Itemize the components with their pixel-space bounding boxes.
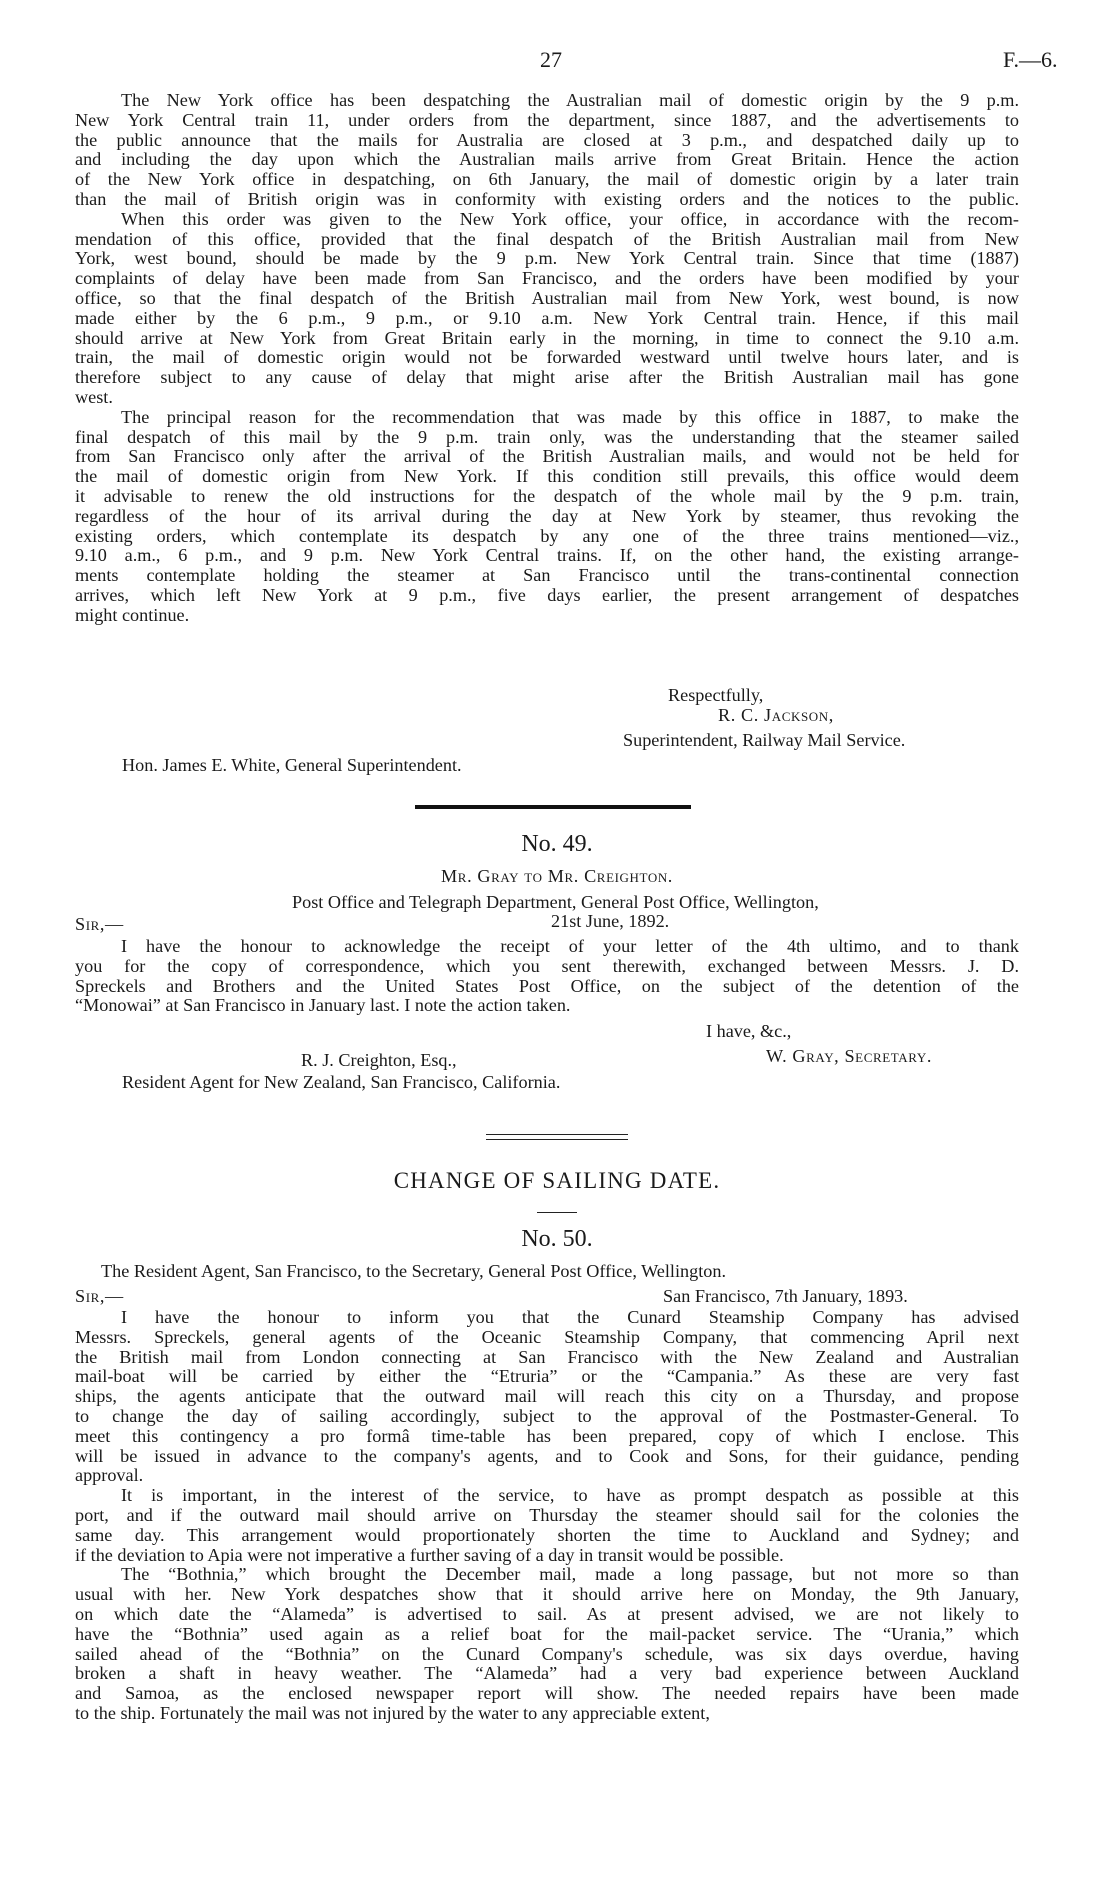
text-line: the public announce that the mails for Australia are closed at 3 p.m., and despatched daily up to [75,129,1019,150]
text-line: will be issued in advance to the company's agents, and to Cook and Sons, for their guidance, pending [75,1445,1019,1466]
letter-date: San Francisco, 7th January, 1893. [663,1286,908,1306]
section-divider [415,805,691,809]
signer-name: W. Gray, Secretary. [766,1046,932,1066]
text-line: Messrs. Spreckels, general agents of the Oceanic Steamship Company, that commencing April next [75,1326,1019,1347]
text-line: therefore subject to any cause of delay that might arise after the British Australian mail has gone [75,367,1019,388]
text-line: usual with her. New York despatches show that it should arrive here on Monday, the 9th January, [75,1584,1019,1605]
section-title: CHANGE OF SAILING DATE. [393,1168,721,1193]
text-line: “Monowai” at San Francisco in January last. I note the action taken. [75,995,571,1016]
addressee: Hon. James E. White, General Superintendent. [122,755,462,775]
text-line: regardless of the hour of its arrival during the day at New York by steamer, thus revoking the [75,505,1019,526]
salutation: Sir,— [75,914,124,934]
text-line: on which date the “Alameda” is advertised to sail. As at present advised, we are not likely to [75,1603,1019,1624]
text-line: 9.10 a.m., 6 p.m., and 9 p.m. New York Central trains. If, on the other hand, the existing arrange- [75,545,1019,566]
paragraph [75,1308,1019,1486]
closing-respectfully: Respectfully, [668,685,764,705]
text-line: should arrive at New York from Great Britain early in the morning, in time to connect the 9.10 a.m. [75,327,1019,348]
text-line: to the ship. Fortunately the mail was not injured by the water to any appreciable extent, [75,1702,710,1723]
text-line: I have the honour to acknowledge the receipt of your letter of the 4th ultimo, and to thank [121,936,1019,956]
double-rule-bottom [486,1139,628,1140]
text-line: it advisable to renew the old instructions for the despatch of the whole mail by the 9 p.m. train, [75,485,1019,506]
text-line: New York Central train 11, under orders from the department, since 1887, and the advertisements to [75,109,1019,130]
paragraph [75,210,1019,408]
text-line: to change the day of sailing accordingly, subject to the approval of the Postmaster-General. To [75,1405,1019,1426]
text-line: meet this contingency a pro formâ time-table has been prepared, copy of which I enclose. This [75,1425,1019,1446]
text-line: of the New York office in despatching, on 6th January, the mail of domestic origin by a later train [75,169,1019,190]
text-line: and including the day upon which the Australian mails arrive from Great Britain. Hence the action [75,149,1019,170]
recipient-name: R. J. Creighton, Esq., [301,1050,457,1070]
letter-number: No. 49. [521,831,593,857]
text-line: When this order was given to the New York office, your office, in accordance with the recom- [121,208,1019,229]
recipient-title: Resident Agent for New Zealand, San Francisco, California. [122,1072,561,1092]
salutation: Sir,— [75,1286,124,1306]
signer-name: R. C. Jackson, [718,705,834,725]
page-reference: F.—6. [1003,47,1058,72]
text-line: It is important, in the interest of the service, to have as prompt despatch as possible at this [121,1485,1019,1506]
letter-from: Post Office and Telegraph Department, General Post Office, Wellington, [292,892,819,912]
page-number: 27 [540,47,562,72]
text-line: complaints of delay have been made from San Francisco, and the orders have been modified by your [75,268,1019,289]
text-line: west. [75,386,113,407]
text-line: final despatch of this mail by the 9 p.m. train only, was the understanding that the steamer sailed [75,426,1019,447]
paragraph [75,1486,1019,1565]
letter-48-body [75,91,1019,626]
signer-title: Superintendent, Railway Mail Service. [623,730,906,750]
letter-parties: The Resident Agent, San Francisco, to the Secretary, General Post Office, Wellington. [101,1261,727,1281]
letter-date: 21st June, 1892. [551,911,670,931]
text-line: Spreckels and Brothers and the United States Post Office, on the subject of the detention of the [75,975,1019,996]
text-line: port, and if the outward mail should arrive on Thursday the steamer should sail for the colonies the [75,1504,1019,1525]
text-line: broken a shaft in heavy weather. The “Alameda” had a very bad experience between Auckland [75,1663,1019,1684]
text-line: the mail of domestic origin from New York. If this condition still prevails, this office would deem [75,466,1019,487]
text-line: same day. This arrangement would proportionately shorten the time to Auckland and Sydney; and [75,1524,1019,1545]
text-line: ships, the agents anticipate that the outward mail will reach this city on a Thursday, and propose [75,1386,1019,1407]
text-line: The New York office has been despatching the Australian mail of domestic origin by the 9 p.m. [121,90,1019,110]
text-line: train, the mail of domestic origin would not be forwarded westward until twelve hours later, and is [75,347,1019,368]
closing-i-have: I have, &c., [706,1021,792,1041]
letter-49-body [75,937,1019,1016]
text-line: you for the copy of correspondence, which you sent therewith, exchanged between Messrs. J. D. [75,955,1019,976]
text-line: approval. [75,1465,144,1486]
text-line: made either by the 6 p.m., 9 p.m., or 9.10 a.m. New York Central train. Hence, if this mail [75,307,1019,328]
text-line: The principal reason for the recommendation that was made by this office in 1887, to make the [121,406,1019,427]
text-line: the British mail from London connecting at San Francisco with the New Zealand and Australian [75,1346,1019,1367]
text-line: from San Francisco only after the arrival of the British Australian mails, and would not be held for [75,446,1019,467]
text-line: York, west bound, should be made by the 9 p.m. New York Central train. Since that time (1887) [75,248,1019,269]
paragraph [75,1565,1019,1723]
text-line: existing orders, which contemplate its despatch by any one of the three trains mentioned—viz., [75,525,1019,546]
text-line: have the “Bothnia” used again as a relief boat for the mail-packet service. The “Urania,” which [75,1623,1019,1644]
text-line: than the mail of British origin was in conformity with existing orders and the notices to the public. [75,188,1019,209]
text-line: sailed ahead of the “Bothnia” on the Cunard Company's schedule, was six days overdue, having [75,1643,1019,1664]
text-line: and Samoa, as the enclosed newspaper report will show. The needed repairs have been made [75,1683,1019,1704]
paragraph [75,408,1019,626]
text-line: mail-boat will be carried by either the “Etruria” or the “Campania.” As these are very fast [75,1366,1019,1387]
letter-number: No. 50. [521,1226,593,1252]
letter-50-body [75,1308,1019,1724]
text-line: if the deviation to Apia were not imperative a further saving of a day in transit would be possible. [75,1544,784,1565]
text-line: office, so that the final despatch of the British Australian mail from New York, west bound, is now [75,287,1019,308]
text-line: arrives, which left New York at 9 p.m., five days earlier, the present arrangement of despatches [75,584,1019,605]
text-line: ments contemplate holding the steamer at San Francisco until the trans-continental connection [75,565,1019,586]
text-line: might continue. [75,604,190,625]
letter-parties: Mr. Gray to Mr. Creighton. [441,866,673,886]
text-line: mendation of this office, provided that the final despatch of the British Australian mail from New [75,228,1019,249]
text-line: The “Bothnia,” which brought the December mail, made a long passage, but not more so than [121,1564,1019,1585]
text-line: I have the honour to inform you that the Cunard Steamship Company has advised [121,1307,1019,1327]
short-rule [537,1212,577,1213]
paragraph [75,91,1019,210]
double-rule-top [486,1134,628,1135]
